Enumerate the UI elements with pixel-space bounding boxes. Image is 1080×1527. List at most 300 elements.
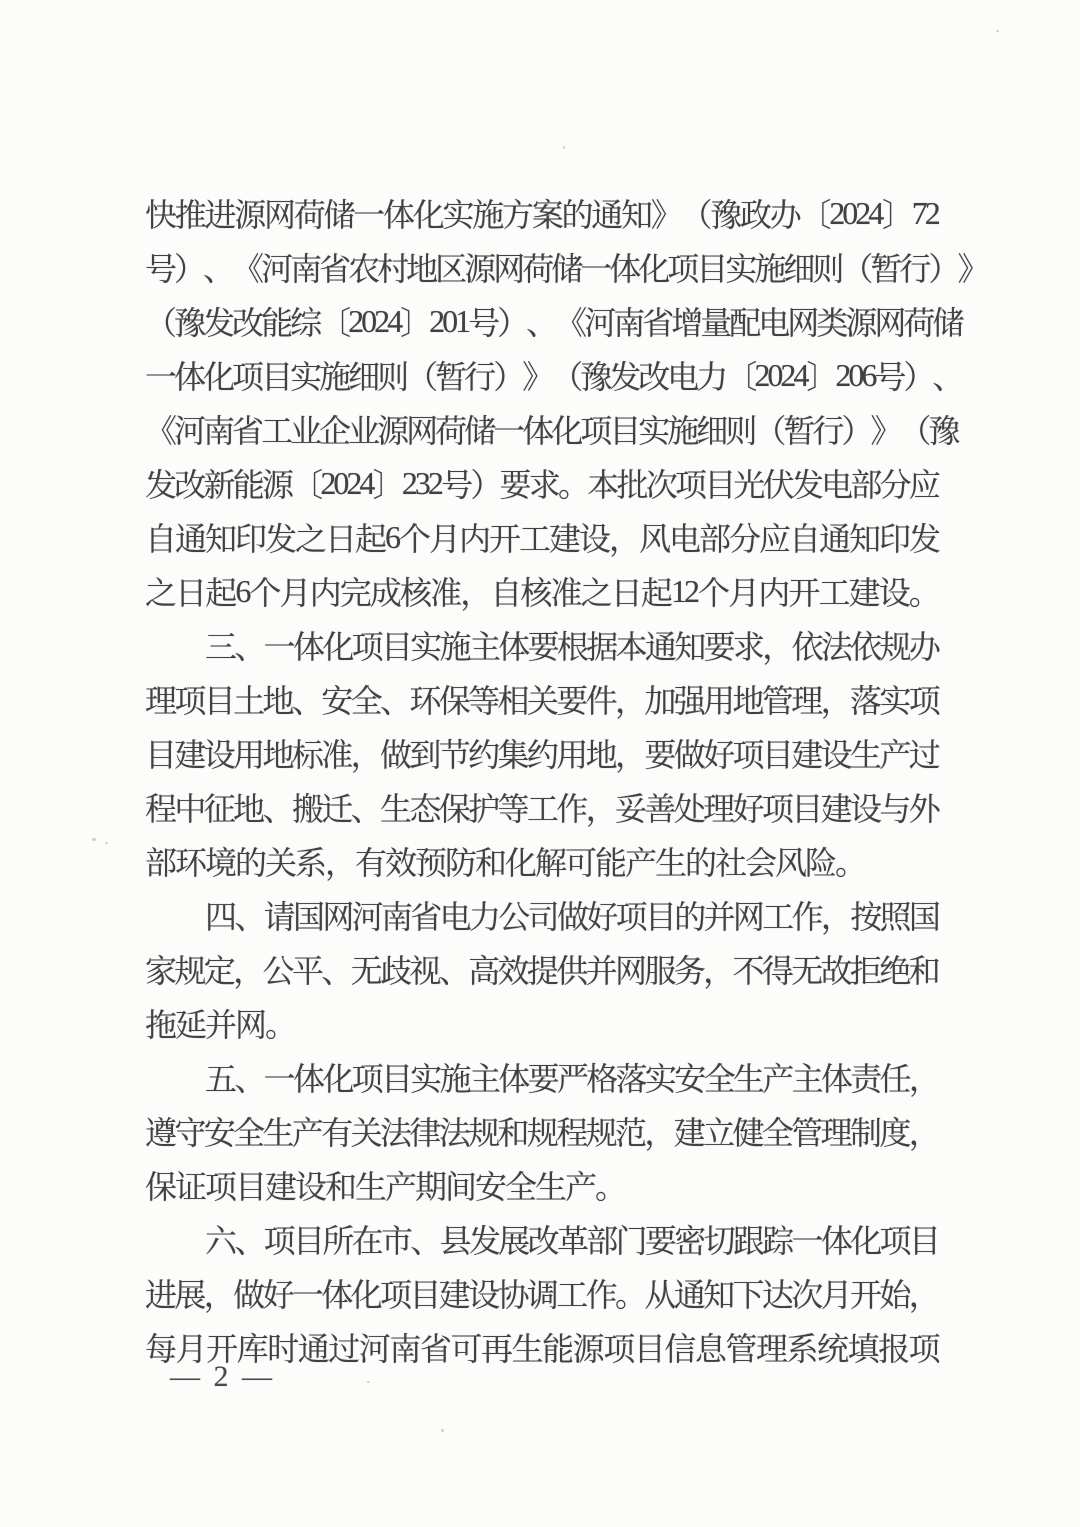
glyph: 任 xyxy=(879,1061,909,1097)
glyph: 家 xyxy=(145,953,175,989)
scan-noise-dot xyxy=(256,214,259,217)
glyph: 体 xyxy=(292,629,322,665)
text-line xyxy=(145,564,938,618)
glyph: 等 xyxy=(468,683,498,719)
glyph: 项 xyxy=(667,251,697,287)
glyph: 月 xyxy=(175,1331,205,1367)
glyph: 则 xyxy=(812,251,842,287)
glyph: 用 xyxy=(556,737,586,773)
text-line xyxy=(145,402,958,456)
glyph: 〔 xyxy=(319,305,349,341)
glyph: 实 xyxy=(725,251,755,287)
glyph: ， xyxy=(460,575,490,611)
glyph: 项 xyxy=(580,413,610,449)
glyph: 产 xyxy=(762,1061,792,1097)
glyph: 。 xyxy=(558,467,588,503)
glyph: 、 xyxy=(526,305,556,341)
glyph: 次 xyxy=(645,467,675,503)
glyph: 企 xyxy=(319,413,349,449)
glyph: 体 xyxy=(383,197,413,233)
glyph: 储 xyxy=(551,251,581,287)
glyph: 设 xyxy=(820,737,850,773)
glyph: 区 xyxy=(435,251,465,287)
glyph: 目 xyxy=(235,1169,265,1205)
glyph: ） xyxy=(470,467,500,503)
glyph: 改 xyxy=(638,359,668,395)
glyph: 境 xyxy=(205,845,235,881)
glyph: 保 xyxy=(145,1169,175,1205)
glyph: 部 xyxy=(850,467,880,503)
glyph: 能 xyxy=(261,305,291,341)
glyph: ， xyxy=(820,683,850,719)
glyph: 施 xyxy=(319,359,349,395)
glyph: 实 xyxy=(410,1061,440,1097)
glyph: 知 xyxy=(621,197,651,233)
glyph: 会 xyxy=(745,845,775,881)
glyph: 理 xyxy=(145,683,175,719)
glyph: 内 xyxy=(758,575,788,611)
glyph: 办 xyxy=(769,197,799,233)
glyph: 法 xyxy=(380,1115,410,1151)
glyph: 地 xyxy=(585,737,615,773)
glyph: 与 xyxy=(879,791,909,827)
glyph: 网 xyxy=(615,953,645,989)
glyph: 始 xyxy=(879,1277,909,1313)
glyph: 体 xyxy=(498,1061,528,1097)
glyph: 约 xyxy=(526,737,556,773)
document-body xyxy=(145,186,987,1374)
glyph: 并 xyxy=(585,953,615,989)
glyph: 产 xyxy=(565,1169,595,1205)
glyph: ） xyxy=(497,305,527,341)
glyph: 光 xyxy=(733,467,763,503)
glyph: 发 xyxy=(609,359,639,395)
glyph: 》 xyxy=(522,359,552,395)
glyph: 工 xyxy=(526,791,556,827)
glyph: 知 xyxy=(703,1277,733,1313)
glyph: 下 xyxy=(732,1277,762,1313)
glyph: 延 xyxy=(175,1007,205,1043)
scan-noise-dot xyxy=(92,838,96,841)
glyph: 用 xyxy=(703,683,733,719)
glyph: 储 xyxy=(464,413,494,449)
glyph: 源 xyxy=(234,197,264,233)
glyph: 进 xyxy=(145,1277,175,1313)
glyph: 项 xyxy=(674,467,704,503)
glyph: 72 xyxy=(911,194,938,231)
glyph: 求 xyxy=(732,629,762,665)
text-line xyxy=(145,348,962,402)
glyph: 体 xyxy=(174,359,204,395)
glyph: 村 xyxy=(377,251,407,287)
glyph: 件 xyxy=(585,683,615,719)
glyph: 〕 xyxy=(400,305,430,341)
glyph: 发 xyxy=(908,521,938,557)
glyph: 生 xyxy=(655,845,685,881)
glyph: 期 xyxy=(415,1169,445,1205)
glyph: 绝 xyxy=(879,953,909,989)
glyph: 暂 xyxy=(435,359,465,395)
glyph: 综 xyxy=(290,305,320,341)
glyph: 有 xyxy=(355,845,385,881)
glyph: 项 xyxy=(205,1169,235,1205)
glyph: 效 xyxy=(385,845,415,881)
glyph: 项 xyxy=(380,1277,410,1313)
glyph: 分 xyxy=(728,521,758,557)
glyph: 农 xyxy=(348,251,378,287)
glyph: 集 xyxy=(497,737,527,773)
glyph: 进 xyxy=(204,197,234,233)
glyph: 安 xyxy=(475,1169,505,1205)
glyph: 通 xyxy=(644,629,674,665)
glyph: 有 xyxy=(321,1115,351,1151)
glyph: 电 xyxy=(758,305,788,341)
glyph: 系 xyxy=(786,1331,816,1367)
glyph: 》 xyxy=(870,413,900,449)
glyph: 用 xyxy=(233,737,263,773)
text-line xyxy=(145,672,938,726)
glyph: 建 xyxy=(174,737,204,773)
glyph: 、 xyxy=(234,899,264,935)
glyph: 通 xyxy=(818,521,848,557)
glyph: 作 xyxy=(556,791,586,827)
glyph: 求 xyxy=(528,467,558,503)
glyph: 之 xyxy=(580,575,610,611)
glyph: 建 xyxy=(265,1169,295,1205)
glyph: 一 xyxy=(263,1061,293,1097)
glyph: 知 xyxy=(674,629,704,665)
glyph: 项 xyxy=(603,1331,633,1367)
glyph: 省 xyxy=(319,251,349,287)
glyph: 月 xyxy=(728,575,758,611)
glyph: 印 xyxy=(235,521,265,557)
glyph: 应 xyxy=(908,467,938,503)
glyph: 河 xyxy=(584,305,614,341)
glyph: 。 xyxy=(595,1169,625,1205)
text-line xyxy=(145,888,938,942)
glyph: 好 xyxy=(262,1277,292,1313)
glyph: 量 xyxy=(700,305,730,341)
glyph: 目 xyxy=(908,1223,938,1259)
glyph: ， xyxy=(820,899,850,935)
glyph: 开 xyxy=(488,521,518,557)
glyph: 的 xyxy=(674,899,704,935)
glyph: 网 xyxy=(322,899,352,935)
glyph: 则 xyxy=(725,413,755,449)
glyph: 土 xyxy=(233,683,263,719)
glyph: 主 xyxy=(468,1061,498,1097)
glyph: 无 xyxy=(350,953,380,989)
glyph: 实 xyxy=(290,359,320,395)
glyph: 力 xyxy=(468,899,498,935)
glyph: 号 xyxy=(468,305,498,341)
glyph: 约 xyxy=(468,737,498,773)
glyph: 节 xyxy=(438,737,468,773)
glyph: 号 xyxy=(145,251,175,287)
text-line xyxy=(145,780,938,834)
glyph: 从 xyxy=(644,1277,674,1313)
glyph: 豫 xyxy=(928,413,958,449)
glyph: 产 xyxy=(385,1169,415,1205)
glyph: 本 xyxy=(587,467,617,503)
glyph: 荷 xyxy=(903,305,933,341)
glyph: 和 xyxy=(475,845,505,881)
text-line xyxy=(145,1266,938,1320)
glyph: ， xyxy=(585,791,615,827)
glyph: 〔 xyxy=(725,359,755,395)
glyph: 化 xyxy=(322,629,352,665)
glyph: 河 xyxy=(358,1331,388,1367)
glyph: 全 xyxy=(761,1115,791,1151)
glyph: 能 xyxy=(595,845,625,881)
glyph: 目 xyxy=(696,251,726,287)
glyph: 证 xyxy=(175,1169,205,1205)
glyph: 《 xyxy=(555,305,585,341)
glyph: 本 xyxy=(615,629,645,665)
glyph: 目 xyxy=(704,467,734,503)
glyph: 号 xyxy=(874,359,904,395)
glyph: 储 xyxy=(932,305,962,341)
glyph: 地 xyxy=(262,737,292,773)
glyph: 统 xyxy=(817,1331,847,1367)
glyph: 国 xyxy=(292,899,322,935)
glyph: 暂 xyxy=(870,251,900,287)
glyph: 、 xyxy=(203,251,233,287)
glyph: 可 xyxy=(565,845,595,881)
glyph: 、 xyxy=(234,1223,264,1259)
glyph: 理 xyxy=(820,1115,850,1151)
glyph: 推 xyxy=(174,197,204,233)
glyph: 的 xyxy=(561,197,591,233)
glyph: 细 xyxy=(348,359,378,395)
glyph: 源 xyxy=(261,467,291,503)
glyph: 项 xyxy=(351,629,381,665)
text-line xyxy=(145,1104,938,1158)
glyph: 省 xyxy=(642,305,672,341)
glyph: 项 xyxy=(232,359,262,395)
glyph: 三 xyxy=(205,629,235,665)
glyph: 分 xyxy=(879,467,909,503)
glyph: 保 xyxy=(438,791,468,827)
glyph: 搬 xyxy=(291,791,321,827)
glyph: 〔 xyxy=(291,467,321,503)
glyph: 体 xyxy=(820,1223,850,1259)
glyph: 工 xyxy=(518,521,548,557)
glyph: 、 xyxy=(291,683,321,719)
glyph: 环 xyxy=(175,845,205,881)
glyph: 设 xyxy=(295,1169,325,1205)
glyph: 规 xyxy=(526,1115,556,1151)
glyph: 实 xyxy=(410,629,440,665)
glyph: 工 xyxy=(818,575,848,611)
glyph: 全 xyxy=(505,1169,535,1205)
glyph: 网 xyxy=(264,197,294,233)
glyph: 护 xyxy=(468,791,498,827)
glyph: 发 xyxy=(203,305,233,341)
glyph: 生 xyxy=(511,1331,541,1367)
glyph: 快 xyxy=(145,197,175,233)
glyph: 开 xyxy=(850,1277,880,1313)
glyph: 建 xyxy=(791,737,821,773)
glyph: 源 xyxy=(572,1331,602,1367)
glyph: 荷 xyxy=(293,197,323,233)
glyph: 请 xyxy=(263,899,293,935)
glyph: 网 xyxy=(874,305,904,341)
glyph: 、 xyxy=(262,791,292,827)
text-line xyxy=(145,510,938,564)
glyph: 全 xyxy=(233,1115,263,1151)
glyph: 化 xyxy=(505,845,535,881)
glyph: 律 xyxy=(409,1115,439,1151)
glyph: 生 xyxy=(380,791,410,827)
glyph: 6 xyxy=(235,572,249,609)
glyph: ， xyxy=(608,521,638,557)
glyph: 工 xyxy=(261,413,291,449)
glyph: 生 xyxy=(262,1115,292,1151)
glyph: 环 xyxy=(409,683,439,719)
glyph: 项 xyxy=(732,737,762,773)
glyph: 间 xyxy=(445,1169,475,1205)
glyph: 体 xyxy=(820,1061,850,1097)
glyph: 电 xyxy=(667,359,697,395)
glyph: 准 xyxy=(430,575,460,611)
glyph: 日 xyxy=(325,521,355,557)
glyph: 》 xyxy=(650,197,680,233)
glyph: 中 xyxy=(174,791,204,827)
glyph: 管 xyxy=(725,1331,755,1367)
glyph: 化 xyxy=(551,413,581,449)
glyph: 通 xyxy=(175,521,205,557)
glyph: 、 xyxy=(932,359,962,395)
glyph: 部 xyxy=(586,1223,616,1259)
glyph: ， xyxy=(203,1277,233,1313)
glyph: 地 xyxy=(233,791,263,827)
glyph: 跟 xyxy=(732,1223,762,1259)
glyph: 制 xyxy=(850,1115,880,1151)
glyph: 河 xyxy=(351,899,381,935)
glyph: 开 xyxy=(206,1331,236,1367)
glyph: ） xyxy=(493,359,523,395)
glyph: 程 xyxy=(556,1115,586,1151)
glyph: 豫 xyxy=(174,305,204,341)
glyph: 施 xyxy=(667,413,697,449)
glyph: ， xyxy=(762,629,792,665)
glyph: 改 xyxy=(527,1223,557,1259)
glyph: 豫 xyxy=(710,197,740,233)
glyph: ， xyxy=(644,1115,674,1151)
glyph: 责 xyxy=(850,1061,880,1097)
glyph: 6 xyxy=(385,518,398,555)
glyph: 服 xyxy=(644,953,674,989)
glyph: 行 xyxy=(464,359,494,395)
glyph: 依 xyxy=(850,629,880,665)
glyph: 一 xyxy=(291,1277,321,1313)
glyph: 改 xyxy=(232,305,262,341)
glyph: 过 xyxy=(908,737,938,773)
glyph: 建 xyxy=(438,1277,468,1313)
glyph: 起 xyxy=(205,575,235,611)
glyph: 一 xyxy=(353,197,383,233)
glyph: 电 xyxy=(821,467,851,503)
glyph: 调 xyxy=(526,1277,556,1313)
glyph: 国 xyxy=(908,899,938,935)
glyph: 月 xyxy=(820,1277,850,1313)
glyph: 预 xyxy=(415,845,445,881)
glyph: 、 xyxy=(321,953,351,989)
glyph: 开 xyxy=(788,575,818,611)
glyph: 规 xyxy=(585,1115,615,1151)
glyph: 切 xyxy=(703,1223,733,1259)
glyph: 办 xyxy=(908,629,938,665)
glyph: 知 xyxy=(205,521,235,557)
glyph: 定 xyxy=(203,953,233,989)
glyph: 施 xyxy=(754,251,784,287)
glyph: 每 xyxy=(145,1331,175,1367)
glyph: 格 xyxy=(586,1061,616,1097)
glyph: 主 xyxy=(791,1061,821,1097)
glyph: （ xyxy=(754,413,784,449)
glyph: 2024 xyxy=(754,356,807,393)
glyph: 公 xyxy=(262,953,292,989)
glyph: 项 xyxy=(879,1223,909,1259)
glyph: 设 xyxy=(878,575,908,611)
glyph: 业 xyxy=(348,413,378,449)
glyph: 社 xyxy=(715,845,745,881)
glyph: 提 xyxy=(526,953,556,989)
glyph: 批 xyxy=(616,467,646,503)
glyph: 理 xyxy=(791,683,821,719)
glyph: 的 xyxy=(685,845,715,881)
glyph: 电 xyxy=(439,899,469,935)
glyph: 要 xyxy=(527,1061,557,1097)
glyph: 〔 xyxy=(799,197,829,233)
glyph: 个 xyxy=(698,575,728,611)
glyph: 程 xyxy=(145,791,175,827)
glyph: 内 xyxy=(309,575,339,611)
glyph: 作 xyxy=(791,899,821,935)
glyph: 改 xyxy=(174,467,204,503)
glyph: 之 xyxy=(145,575,175,611)
glyph: 化 xyxy=(203,359,233,395)
glyph: 个 xyxy=(398,521,428,557)
glyph: 四 xyxy=(205,899,235,935)
glyph: 理 xyxy=(703,791,733,827)
glyph: 时 xyxy=(267,1331,297,1367)
glyph: 和 xyxy=(497,1115,527,1151)
glyph: 《 xyxy=(232,251,262,287)
glyph: 范 xyxy=(615,1115,645,1151)
glyph: 遵 xyxy=(145,1115,175,1151)
text-line xyxy=(145,1158,938,1212)
text-line xyxy=(145,186,938,240)
glyph: 目 xyxy=(644,899,674,935)
glyph: 省 xyxy=(232,413,262,449)
glyph: 要 xyxy=(527,629,557,665)
glyph: 印 xyxy=(878,521,908,557)
glyph: 设 xyxy=(850,791,880,827)
glyph: 化 xyxy=(322,1061,352,1097)
glyph: 处 xyxy=(673,791,703,827)
glyph: 部 xyxy=(698,521,728,557)
glyph: 风 xyxy=(775,845,805,881)
glyph: 206 xyxy=(835,356,875,393)
glyph: 实 xyxy=(638,413,668,449)
glyph: 自 xyxy=(145,521,175,557)
glyph: 设 xyxy=(578,521,608,557)
glyph: 核 xyxy=(399,575,429,611)
glyph: 做 xyxy=(233,1277,263,1313)
glyph: 不 xyxy=(732,953,762,989)
